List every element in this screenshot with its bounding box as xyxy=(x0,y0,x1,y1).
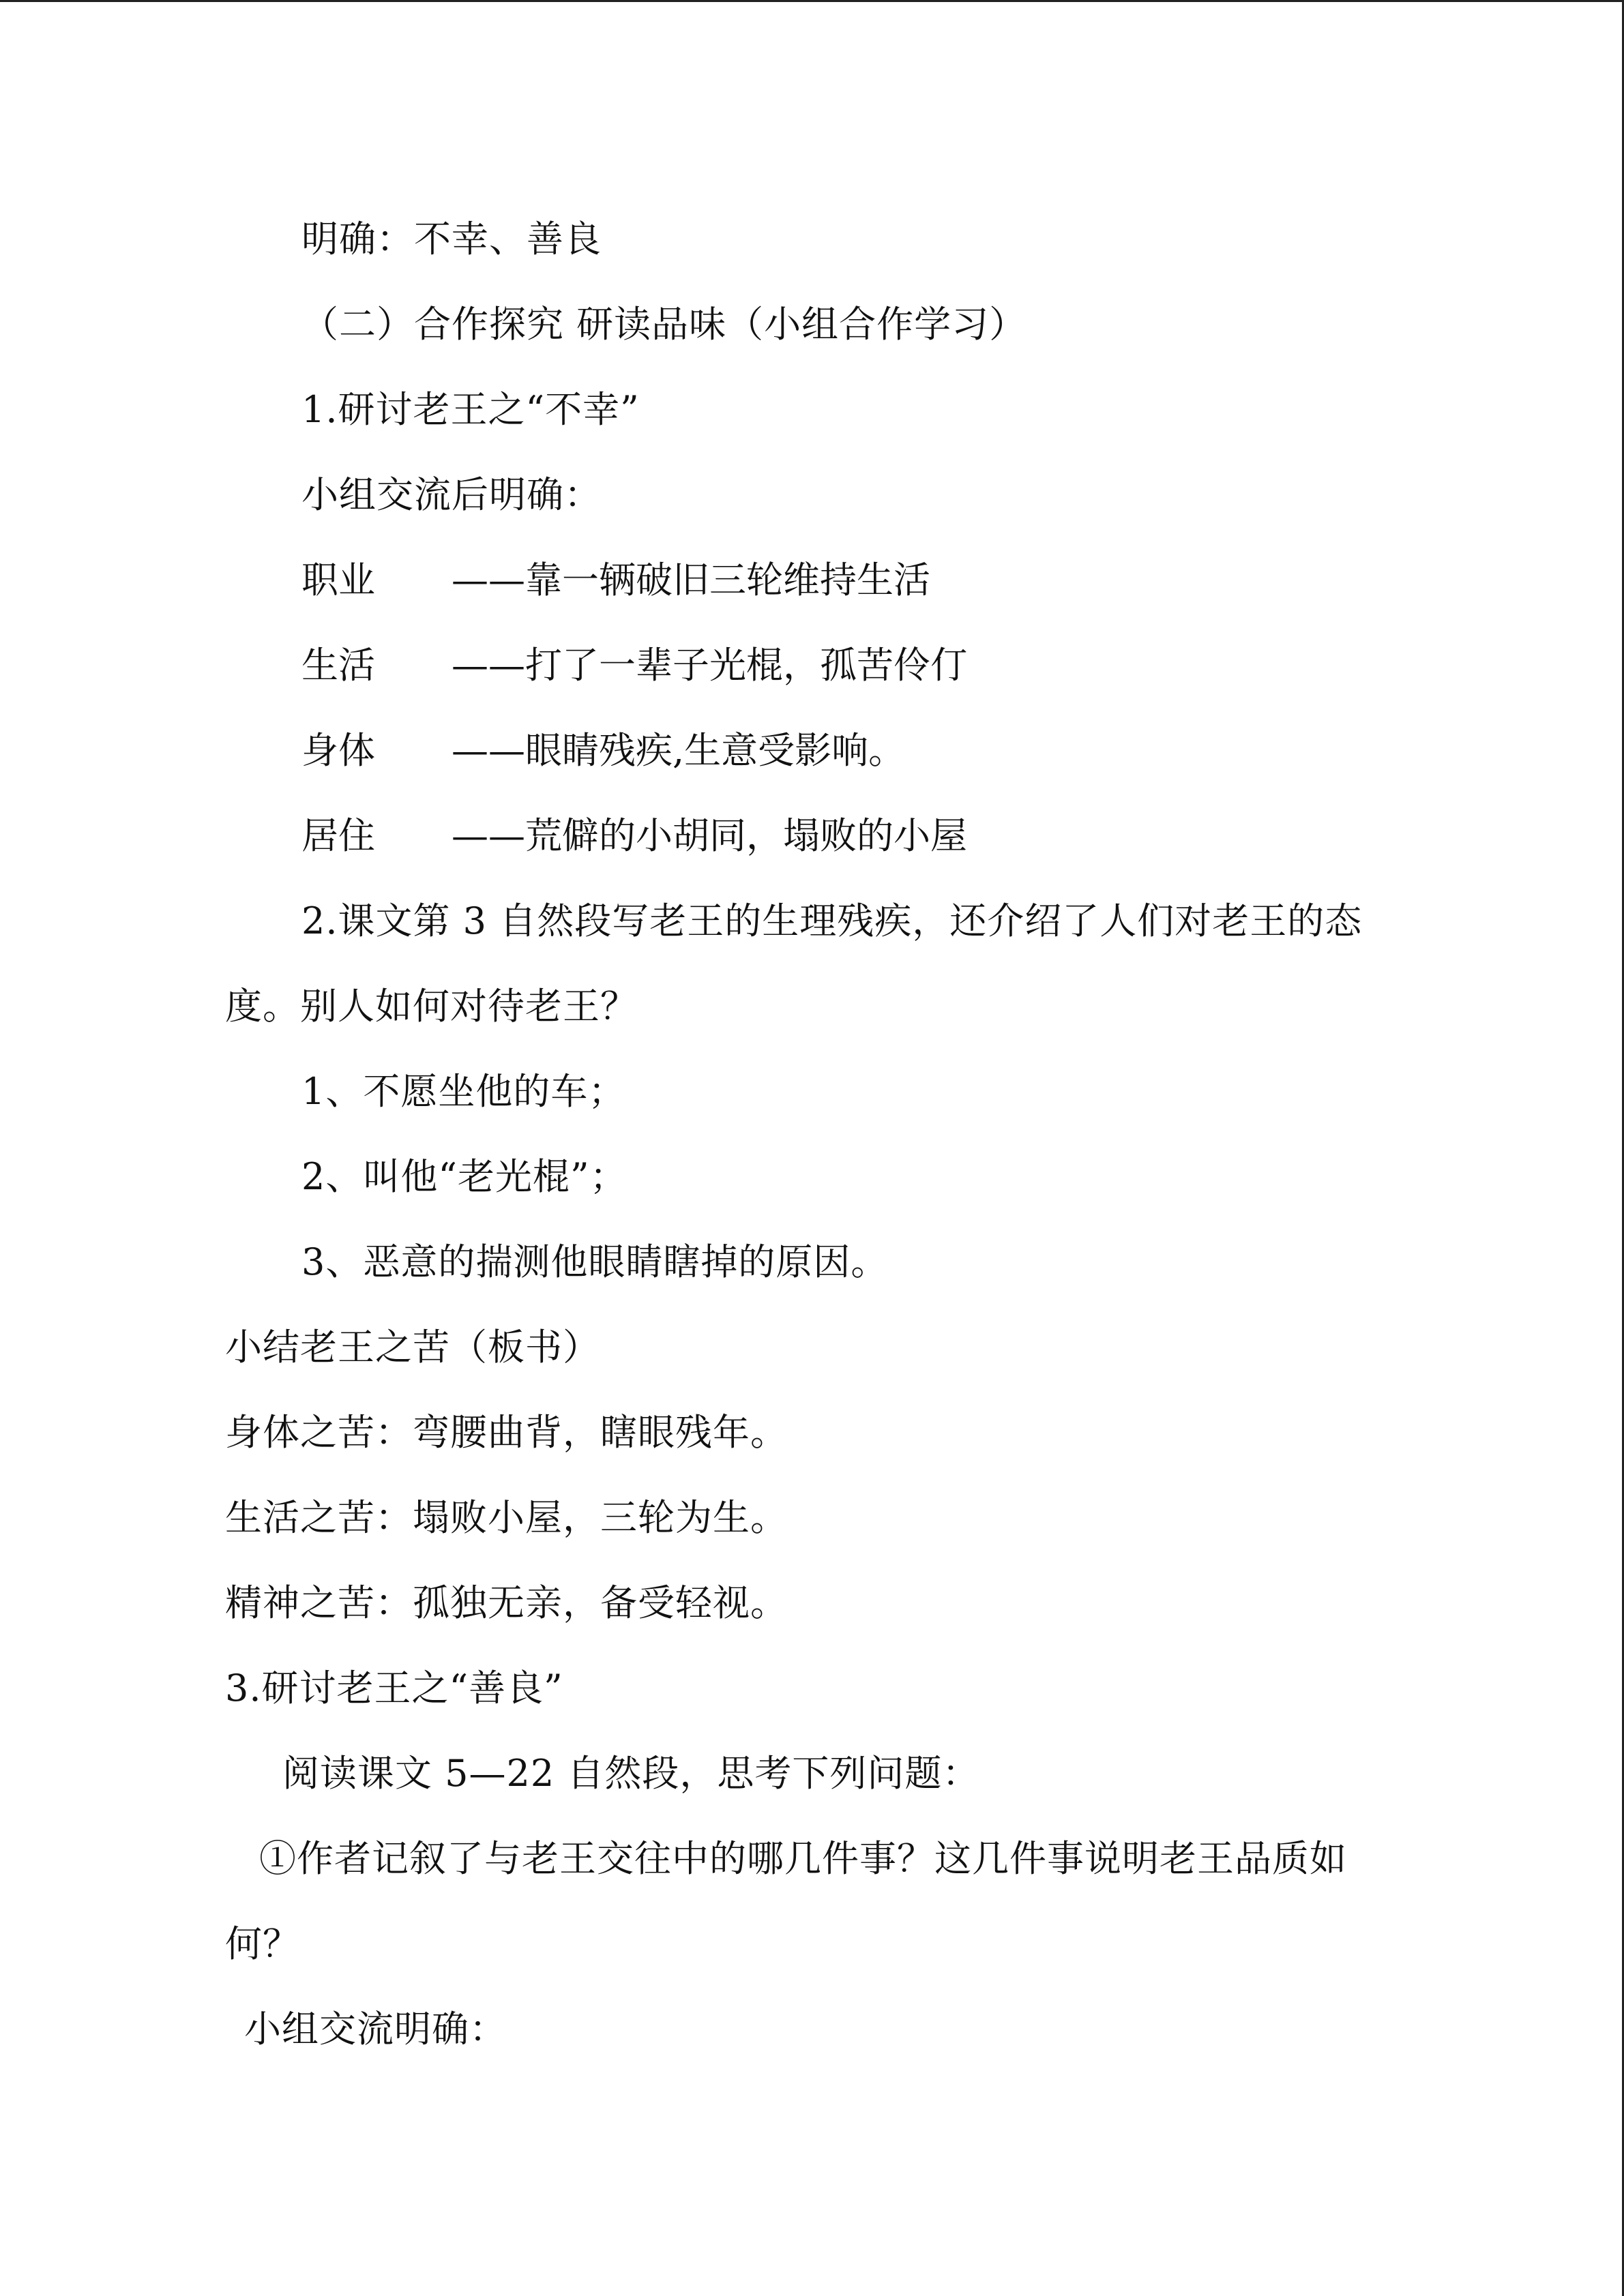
summary-line: 生活之苦：塌败小屋，三轮为生。 xyxy=(225,1496,788,1539)
group-conclusion-line: 小组交流后明确： xyxy=(301,473,602,516)
summary-line: 身体之苦：弯腰曲背，瞎眼残年。 xyxy=(225,1411,788,1454)
misfortune-label: 生活 xyxy=(301,644,375,687)
list-item: 3、恶意的揣测他眼睛瞎掉的原因。 xyxy=(301,1240,889,1283)
subheading-kindness: 3.研讨老王之“善良” xyxy=(225,1667,563,1710)
reading-task-line: 阅读课文 5—22 自然段，思考下列问题： xyxy=(282,1752,980,1795)
answer-line: 明确：不幸、善良 xyxy=(301,218,602,260)
misfortune-desc: ——眼睛残疾,生意受影响。 xyxy=(452,729,906,772)
summary-line: 精神之苦：孤独无亲，备受轻视。 xyxy=(225,1581,788,1624)
question-line: ①作者记叙了与老王交往中的哪几件事？这几件事说明老王品质如 xyxy=(259,1837,1347,1880)
misfortune-label: 居住 xyxy=(301,814,375,857)
question-line-continued: 度。别人如何对待老王？ xyxy=(225,985,638,1028)
misfortune-desc: ——荒僻的小胡同，塌败的小屋 xyxy=(452,814,967,857)
page-border-top xyxy=(0,0,1624,2)
question-line-continued: 何？ xyxy=(225,1922,300,1965)
section-heading: （二）合作探究 研读品味（小组合作学习） xyxy=(301,303,1027,346)
subheading-misfortune: 1.研讨老王之“不幸” xyxy=(301,388,640,431)
misfortune-desc: ——靠一辆破旧三轮维持生活 xyxy=(452,558,930,601)
list-item: 2、叫他“老光棍”； xyxy=(301,1155,628,1198)
misfortune-desc: ——打了一辈子光棍，孤苦伶仃 xyxy=(452,644,967,687)
list-item: 1、不愿坐他的车； xyxy=(301,1070,626,1113)
question-line: 2.课文第 3 自然段写老王的生理残疾，还介绍了人们对老王的态 xyxy=(301,899,1363,942)
misfortune-label: 身体 xyxy=(301,729,375,772)
summary-heading: 小结老王之苦（板书） xyxy=(225,1326,600,1369)
misfortune-label: 职业 xyxy=(301,558,375,601)
group-conclusion-line: 小组交流明确： xyxy=(244,2008,507,2051)
